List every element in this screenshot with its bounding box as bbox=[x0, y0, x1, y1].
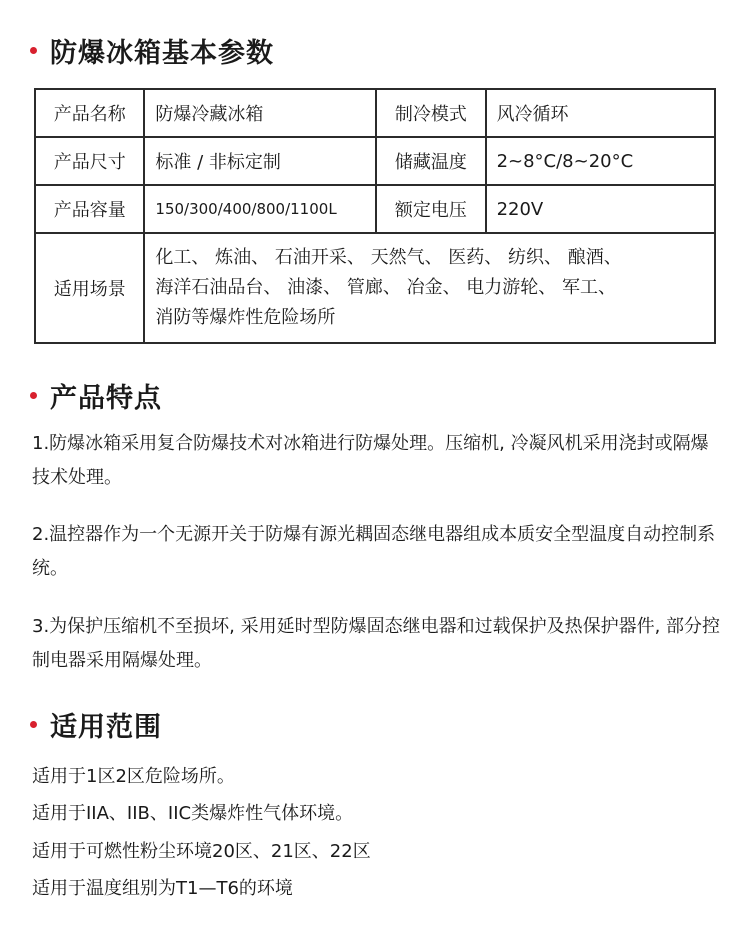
section-heading-parameters bbox=[30, 31, 274, 70]
feature-paragraph: 3.为保护压缩机不至损坏, 采用延时型防爆固态继电器和过载保护及热保护器件, 部分控制电器采用隔爆处理。 bbox=[32, 616, 721, 671]
section-title: 防爆冰箱基本参数 bbox=[50, 38, 274, 69]
section-title: 适用范围 bbox=[50, 712, 162, 743]
scene-line: 海洋石油品台、 油漆、 管廊、 冶金、 电力游轮、 军工、 bbox=[155, 277, 617, 298]
spec-label: 产品名称 bbox=[35, 89, 144, 137]
table-row bbox=[35, 137, 715, 185]
spec-label: 适用场景 bbox=[35, 233, 144, 343]
table-row bbox=[35, 89, 715, 137]
bullet-dot-icon bbox=[30, 47, 37, 54]
scope-line: 适用于可燃性粉尘环境20区、21区、22区 bbox=[32, 841, 371, 862]
scene-line: 消防等爆炸性危险场所 bbox=[155, 307, 336, 328]
scope-line: 适用于温度组别为T1—T6的环境 bbox=[32, 878, 293, 899]
spec-value: 150/300/400/800/1100L bbox=[144, 185, 376, 233]
spec-value: 防爆冷藏冰箱 bbox=[144, 89, 376, 137]
section-heading-features bbox=[30, 376, 162, 415]
spec-value: 2~8°C/8~20°C bbox=[486, 137, 715, 185]
scene-value bbox=[144, 233, 715, 343]
bullet-dot-icon bbox=[30, 392, 37, 399]
spec-table bbox=[34, 88, 716, 344]
scope-line: 适用于IIA、IIB、IIC类爆炸性气体环境。 bbox=[32, 803, 354, 824]
section-heading-scope bbox=[30, 705, 162, 744]
feature-paragraph: 1.防爆冰箱采用复合防爆技术对冰箱进行防爆处理。压缩机, 冷凝风机采用浇封或隔爆技术处理。 bbox=[32, 433, 709, 488]
spec-label: 产品容量 bbox=[35, 185, 144, 233]
spec-value: 风冷循环 bbox=[486, 89, 715, 137]
spec-label: 产品尺寸 bbox=[35, 137, 144, 185]
bullet-dot-icon bbox=[30, 721, 37, 728]
scope-line: 适用于1区2区危险场所。 bbox=[32, 766, 235, 787]
spec-label: 制冷模式 bbox=[376, 89, 485, 137]
spec-value: 220V bbox=[486, 185, 715, 233]
spec-value: 标准 / 非标定制 bbox=[144, 137, 376, 185]
table-row bbox=[35, 185, 715, 233]
spec-label: 额定电压 bbox=[376, 185, 485, 233]
section-title: 产品特点 bbox=[50, 383, 162, 414]
spec-label: 储藏温度 bbox=[376, 137, 485, 185]
scene-line: 化工、 炼油、 石油开采、 天然气、 医药、 纺织、 酿酒、 bbox=[155, 247, 622, 268]
table-row bbox=[35, 233, 715, 343]
feature-paragraph: 2.温控器作为一个无源开关于防爆有源光耦固态继电器组成本质安全型温度自动控制系统。 bbox=[32, 524, 716, 579]
